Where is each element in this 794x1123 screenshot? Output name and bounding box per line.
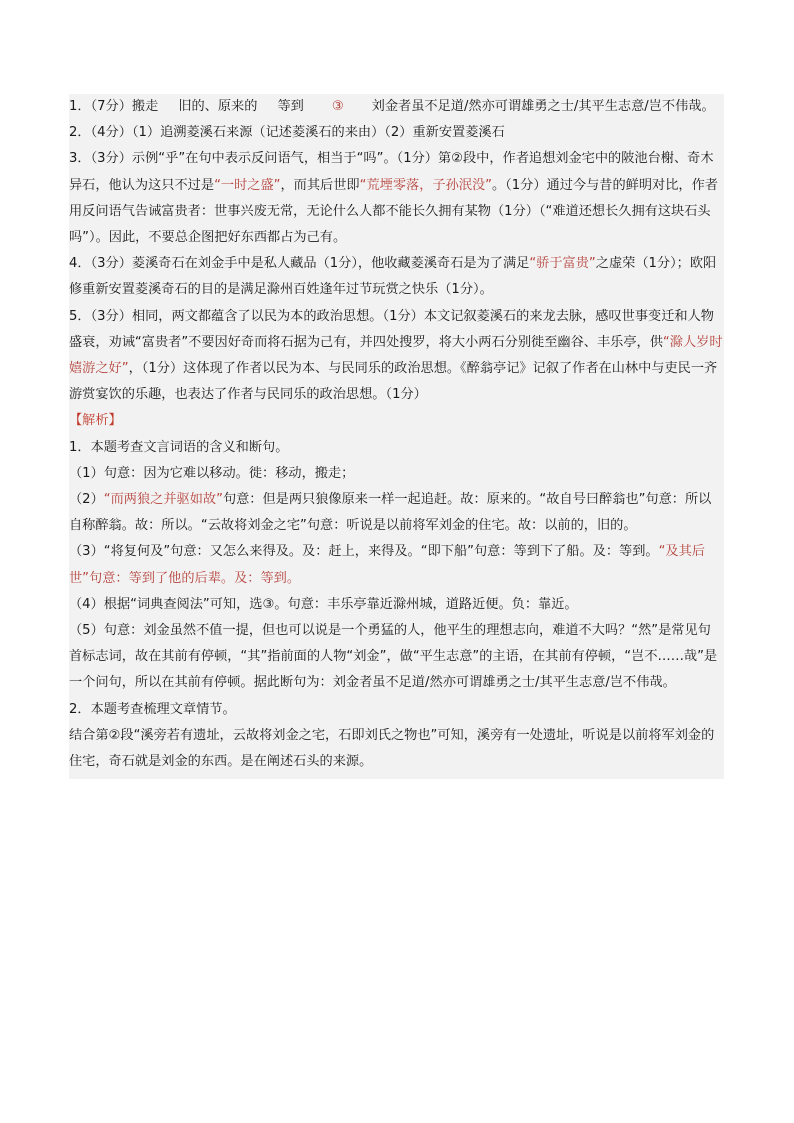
analysis-1-2-text: 句意：但是两只狼像原来一样一起追赶。故：原来的。“故自号曰醉翁也”句意：所以自称醉翁。故：所以。“云故将刘金之宅”句意：听说是以前将军刘金的住宅。故：以前的，旧的。 bbox=[69, 492, 712, 534]
answer-4-quote-1: “骄于富贵” bbox=[529, 256, 596, 272]
answer-2: 2．（4分）（1）追溯菱溪石来源（记述菱溪石的来由）（2）重新安置菱溪石 bbox=[69, 125, 505, 141]
answer-3-text-1: 3．（3分）示例“乎”在句中表示反问语气，相当于“吗”。（1分）第②段中，作者追想刘金宅中的陂池台榭、奇木异石，他认为这只不过是 bbox=[69, 151, 714, 193]
analysis-1-2 bbox=[69, 487, 724, 539]
analysis-1-4: （4）根据“词典查阅法”可知，选③。句意：丰乐亭靠近滁州城，道路近便。负：靠近。 bbox=[69, 596, 578, 612]
answer-1-item-4: ③ bbox=[331, 99, 344, 114]
analysis-2-title: 2．本题考查梳理文章情节。 bbox=[69, 701, 236, 717]
answer-1 bbox=[69, 94, 724, 120]
answer-3-text-2: ，而其后世即 bbox=[280, 177, 360, 193]
analysis-2-body: 结合第②段“溪旁若有遗址，云故将刘金之宅，石即刘氏之物也”可知，溪旁有一处遗址，听说是以前将军刘金的住宅，奇石就是刘金的东西。是在阐述石头的来源。 bbox=[69, 727, 715, 770]
answer-5-text-2: ，（1分）这体现了作者以民为本、与民同乐的政治思想。《醉翁亭记》记叙了作者在山林中与吏民一齐游赏宴饮的乐趣，也表达了作者与民同乐的政治思想。（1分） bbox=[69, 361, 718, 403]
analysis-1-5: （5）句意：刘金虽然不值一提，但也可以说是一个勇猛的人，他平生的理想志向，难道不大吗？“然”是常见句首标志词，故在其前有停顿，“其”指前面的人物“刘金”，做“平生志意”的主语，在其前有停顿，“岂不……哉”是一个问句，所以在其前有停顿。据此断句为：刘金者虽不足道/然亦可谓雄勇之士/其平生志意/岂不伟哉。 bbox=[69, 623, 718, 691]
answer-1-item-2: 旧的、原来的 bbox=[178, 99, 258, 114]
answer-1-item-5: 刘金者虽不足道/然亦可谓雄勇之士/其平生志意/岂不伟哉。 bbox=[371, 99, 715, 114]
answer-5 bbox=[69, 304, 724, 409]
analysis-heading: 【解析】 bbox=[69, 413, 122, 429]
answer-1-item-1: 1．（7分）搬走 bbox=[69, 99, 159, 114]
answer-3-quote-2: “荒堙零落，子孙泯没” bbox=[359, 177, 492, 193]
answer-3-quote-1: “一时之盛” bbox=[214, 177, 281, 193]
answer-4-text-1: 4．（3分）菱溪奇石在刘金手中是私人藏品（1分），他收藏菱溪奇石是为了满足 bbox=[69, 256, 530, 272]
analysis-1-3-quote: “及其后世”句意：等到了他的后辈。及：等到。 bbox=[69, 544, 705, 586]
analysis-1-1: （1）句意：因为它难以移动。徙：移动，搬走； bbox=[69, 465, 355, 481]
analysis-1-2-lead: （2） bbox=[69, 492, 104, 508]
answer-content bbox=[69, 94, 724, 779]
answer-3-text-3: 。（1分）通过今与昔的鲜明对比，作者用反问语气告诫富贵者：世事兴废无常，无论什么人都不能长久拥有某物（1分）（“难道还想长久拥有这块石头吗”）。因此，不要总企图把好东西都占为己有。 bbox=[69, 177, 718, 246]
answer-4 bbox=[69, 251, 724, 303]
analysis-1-3-text: （3）“将复何及”句意：又怎么来得及。及：赶上，来得及。“即下船”句意：等到下了船。及：等到。 bbox=[69, 544, 659, 560]
analysis-1-3 bbox=[69, 539, 724, 591]
answer-3 bbox=[69, 146, 724, 251]
analysis-1-2-quote: “而两狼之并驱如故” bbox=[103, 492, 223, 508]
analysis-1-title: 1．本题考查文言词语的含义和断句。 bbox=[69, 439, 289, 455]
answer-1-item-3: 等到 bbox=[277, 99, 304, 114]
answer-4-text-2: 之虚荣（1分）；欧阳修重新安置菱溪奇石的目的是满足滁州百姓逢年过节玩赏之快乐（1分）。 bbox=[69, 256, 717, 298]
answer-5-text-1: 5．（3分）相同，两文都蕴含了以民为本的政治思想。（1分）本文记叙菱溪石的来龙去脉，感叹世事变迁和人物盛衰，劝诫“富贵者”不要因好奇而将石据为己有，并四处搜罗，将大小两石分别徙至幽谷、丰乐亭，供 bbox=[69, 308, 714, 350]
answer-5-quote-1: “滁人岁时嬉游之好” bbox=[69, 334, 723, 377]
